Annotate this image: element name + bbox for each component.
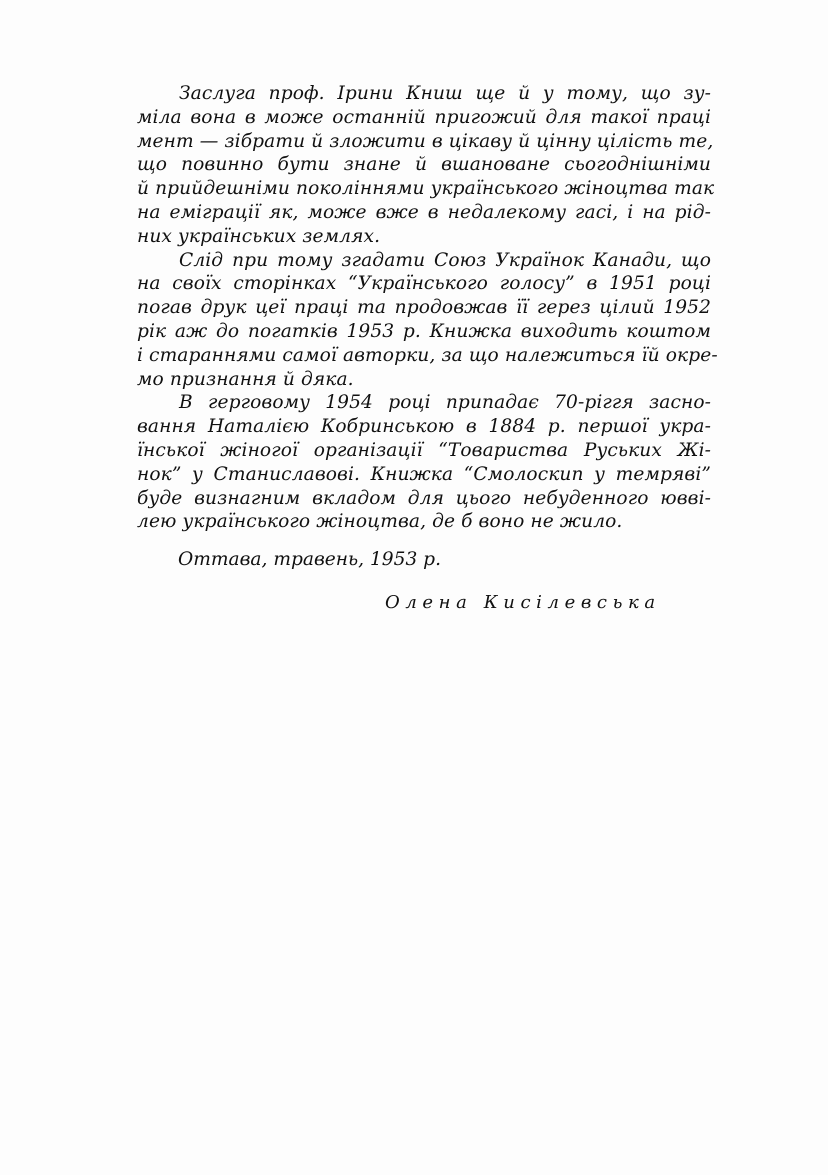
text-line: вання Наталією Кобринською в 1884 р. першої укра- <box>137 416 711 438</box>
text-line: погав друк цеї праці та продовжав її герез цілий 1952 <box>137 297 711 319</box>
text-line: буде визнагним вкладом для цього небуденного ювві- <box>137 487 711 509</box>
text-line: на своїх сторінках “Українського голосу” в 1951 році <box>137 273 711 295</box>
text-line: Слід при тому згадати Союз Українок Канади, що <box>179 249 711 271</box>
paragraph-2 <box>137 249 718 392</box>
text-line: що повинно бути знане й вшановане сьогоднішніми <box>137 154 711 176</box>
text-line: нок” у Станиславові. Книжка “Смолоскип у темряві” <box>137 463 711 485</box>
text-line: Заслуга проф. Ірини Книш ще й у тому, що зу- <box>179 83 711 104</box>
dateline: Оттава, травень, 1953 р. <box>178 549 441 570</box>
text-line: їнської жіногої організації “Товариства Руських Жі- <box>137 439 711 461</box>
text-line: міла вона в може останній пригожий для такої праці <box>137 106 711 128</box>
paragraph-1 <box>137 82 715 249</box>
text-line: рік аж до погатків 1953 р. Книжка виходить коштом <box>137 320 711 342</box>
text-line: мент — зібрати й зложити в цікаву й цінну цілість те, <box>137 130 714 152</box>
paragraph-3 <box>137 391 711 534</box>
text-line: мо признання й дяка. <box>137 368 354 390</box>
text-line: й прийдешніми поколіннями українського жіноцтва так <box>137 178 715 200</box>
author-signature: Олена Кисілевська <box>385 592 661 613</box>
text-line: і стараннями самої авторки, за що належиться їй окре- <box>137 344 718 366</box>
text-line: них українських землях. <box>137 225 381 247</box>
text-line: на еміграції як, може вже в недалекому гасі, і на рід- <box>137 201 711 223</box>
text-line: лею українського жіноцтва, де б воно не жило. <box>137 511 623 533</box>
text-line: В герговому 1954 році припадає 70-ріггя засно- <box>179 392 711 414</box>
body-text <box>137 82 718 534</box>
